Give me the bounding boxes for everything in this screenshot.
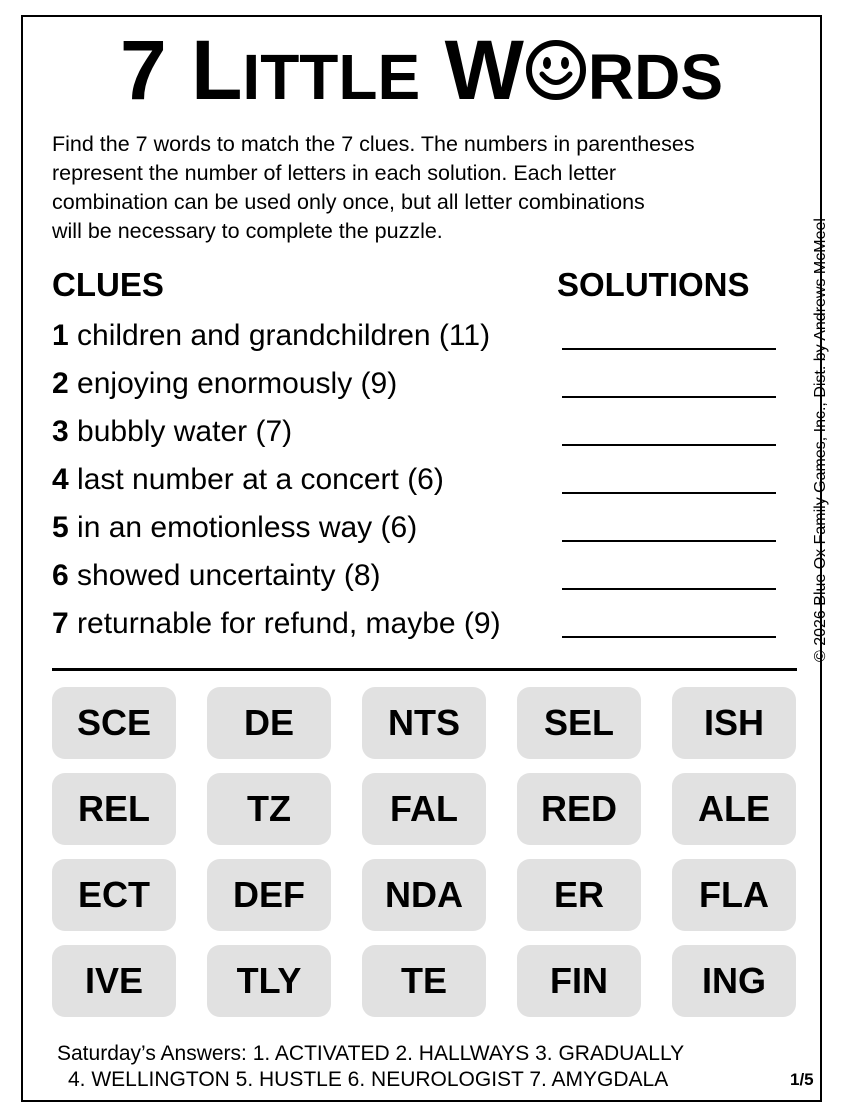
solution-blank-1[interactable] <box>562 348 776 350</box>
letter-tile[interactable]: ING <box>672 945 796 1017</box>
clue-4 <box>52 460 444 500</box>
letter-tile[interactable]: ALE <box>672 773 796 845</box>
clue-text: enjoying enormously (9) <box>77 367 398 400</box>
clue-text: last number at a concert (6) <box>77 463 444 496</box>
clue-3 <box>52 412 292 452</box>
letter-tile[interactable]: TE <box>362 945 486 1017</box>
letter-tile[interactable]: FAL <box>362 773 486 845</box>
title-word-rds: RDS <box>587 41 724 113</box>
instructions-line: combination can be used only once, but all letter combinations <box>52 190 645 214</box>
clue-number: 2 <box>52 367 69 400</box>
clue-text: in an emotionless way (6) <box>77 511 418 544</box>
smiley-face-icon <box>525 39 587 101</box>
clue-number: 1 <box>52 319 69 352</box>
clue-number: 6 <box>52 559 69 592</box>
letter-tile[interactable]: NDA <box>362 859 486 931</box>
letter-tile[interactable]: REL <box>52 773 176 845</box>
page-number: 1/5 <box>790 1070 814 1089</box>
instructions <box>52 130 802 246</box>
clue-number: 4 <box>52 463 69 496</box>
clue-number: 7 <box>52 607 69 640</box>
clue-6 <box>52 556 381 596</box>
title-letter-w: W <box>444 23 524 117</box>
clue-text: children and grandchildren (11) <box>77 319 491 352</box>
clue-text: returnable for refund, maybe (9) <box>77 607 501 640</box>
clue-number: 3 <box>52 415 69 448</box>
clue-2 <box>52 364 397 404</box>
solution-blank-5[interactable] <box>562 540 776 542</box>
clue-number: 5 <box>52 511 69 544</box>
previous-answers-line-2: 4. WELLINGTON 5. HUSTLE 6. NEUROLOGIST 7. AMYGDALA <box>68 1068 669 1091</box>
letter-tile[interactable]: ER <box>517 859 641 931</box>
clue-text: showed uncertainty (8) <box>77 559 381 592</box>
solutions-header: SOLUTIONS <box>557 266 750 303</box>
solution-blank-7[interactable] <box>562 636 776 638</box>
solution-blank-3[interactable] <box>562 444 776 446</box>
letter-tile[interactable]: DEF <box>207 859 331 931</box>
puzzle-title <box>0 23 843 117</box>
instructions-line: represent the number of letters in each solution. Each letter <box>52 161 617 185</box>
letter-tile[interactable]: SEL <box>517 687 641 759</box>
instructions-line: Find the 7 words to match the 7 clues. The numbers in parentheses <box>52 132 695 156</box>
section-divider <box>52 668 797 671</box>
letter-tile[interactable]: IVE <box>52 945 176 1017</box>
letter-tile[interactable]: ISH <box>672 687 796 759</box>
letter-tile[interactable]: DE <box>207 687 331 759</box>
previous-answers-line-1: Saturday’s Answers: 1. ACTIVATED 2. HALLWAYS 3. GRADUALLY <box>57 1042 685 1065</box>
letter-tile[interactable]: NTS <box>362 687 486 759</box>
solution-blank-2[interactable] <box>562 396 776 398</box>
clue-7 <box>52 604 501 644</box>
letter-tile[interactable]: ECT <box>52 859 176 931</box>
instructions-line: will be necessary to complete the puzzle. <box>52 219 443 243</box>
letter-tile[interactable]: RED <box>517 773 641 845</box>
solution-blank-4[interactable] <box>562 492 776 494</box>
letter-tile[interactable]: TLY <box>207 945 331 1017</box>
solution-blank-6[interactable] <box>562 588 776 590</box>
letter-tile[interactable]: FLA <box>672 859 796 931</box>
clues-header: CLUES <box>52 266 164 303</box>
clue-text: bubbly water (7) <box>77 415 293 448</box>
letter-tile[interactable]: SCE <box>52 687 176 759</box>
title-word-ittle: ITTLE <box>242 41 421 113</box>
title-letter-l: L <box>191 23 243 117</box>
clue-1 <box>52 316 490 356</box>
clue-5 <box>52 508 417 548</box>
letter-tile[interactable]: FIN <box>517 945 641 1017</box>
letter-tile[interactable]: TZ <box>207 773 331 845</box>
copyright-credit: © 2026 Blue Ox Family Games, Inc., Dist. by Andrews McMeel <box>812 218 829 662</box>
title-number: 7 <box>119 23 167 117</box>
